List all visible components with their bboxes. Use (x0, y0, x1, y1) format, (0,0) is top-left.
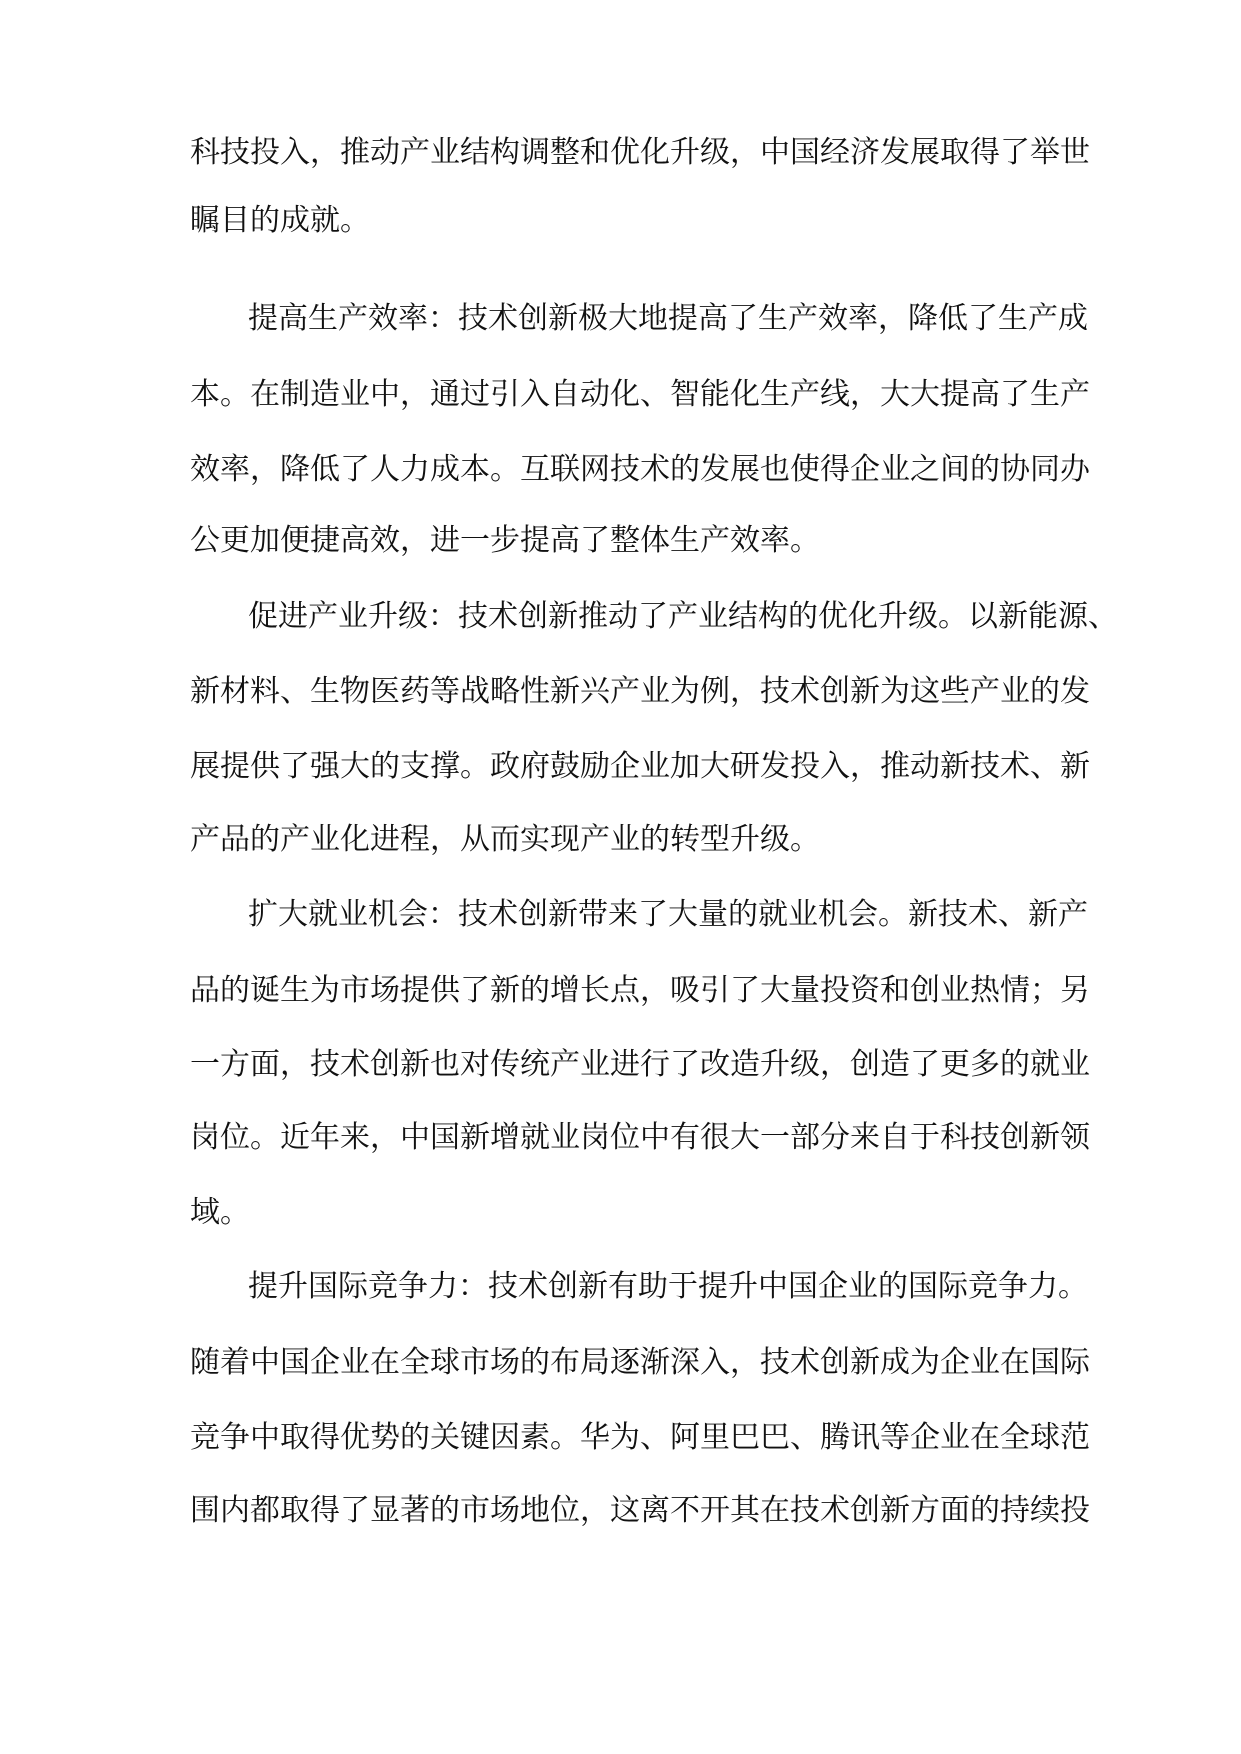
text-line: 围内都取得了显著的市场地位，这离不开其在技术创新方面的持续投 (190, 1493, 1090, 1528)
text-line: 域。 (190, 1195, 250, 1230)
paragraph-first-line: 促进产业升级：技术创新推动了产业结构的优化升级。以新能源、 (248, 599, 1118, 634)
text-line: 新材料、生物医药等战略性新兴产业为例，技术创新为这些产业的发 (190, 674, 1090, 709)
text-line: 竞争中取得优势的关键因素。华为、阿里巴巴、腾讯等企业在全球范 (190, 1420, 1090, 1455)
text-line: 效率，降低了人力成本。互联网技术的发展也使得企业之间的协同办 (190, 452, 1090, 487)
text-line: 展提供了强大的支撑。政府鼓励企业加大研发投入，推动新技术、新 (190, 749, 1090, 784)
paragraph-first-line: 扩大就业机会：技术创新带来了大量的就业机会。新技术、新产 (248, 897, 1088, 932)
text-line: 品的诞生为市场提供了新的增长点，吸引了大量投资和创业热情；另 (190, 973, 1090, 1008)
text-line: 瞩目的成就。 (190, 203, 370, 238)
paragraph-first-line: 提升国际竞争力：技术创新有助于提升中国企业的国际竞争力。 (248, 1269, 1088, 1304)
paragraph-first-line: 提高生产效率：技术创新极大地提高了生产效率，降低了生产成 (248, 301, 1088, 336)
text-line: 公更加便捷高效，进一步提高了整体生产效率。 (190, 523, 820, 558)
text-line: 产品的产业化进程，从而实现产业的转型升级。 (190, 822, 820, 857)
text-line: 科技投入，推动产业结构调整和优化升级，中国经济发展取得了举世 (190, 135, 1090, 170)
text-line: 岗位。近年来，中国新增就业岗位中有很大一部分来自于科技创新领 (190, 1120, 1090, 1155)
text-line: 本。在制造业中，通过引入自动化、智能化生产线，大大提高了生产 (190, 377, 1090, 412)
text-line: 随着中国企业在全球市场的布局逐渐深入，技术创新成为企业在国际 (190, 1345, 1090, 1380)
text-line: 一方面，技术创新也对传统产业进行了改造升级，创造了更多的就业 (190, 1047, 1090, 1082)
